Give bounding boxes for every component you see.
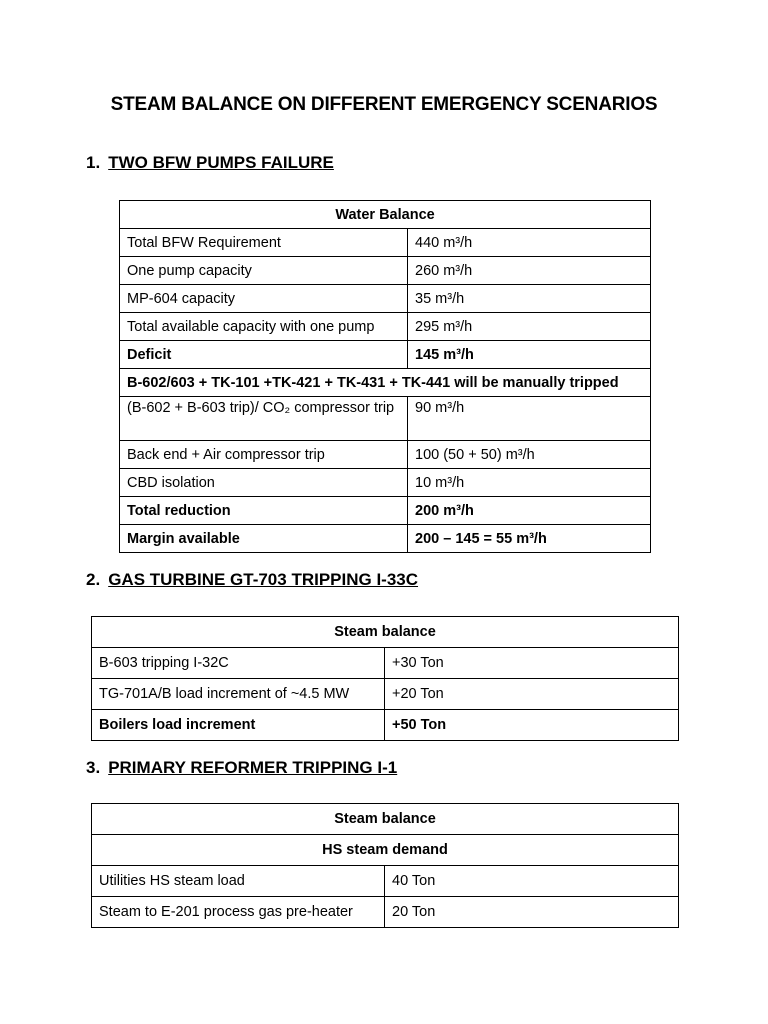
table-row	[92, 648, 679, 679]
section-number: 3.	[86, 758, 101, 777]
row-label: One pump capacity	[120, 257, 408, 285]
row-label: CBD isolation	[120, 469, 408, 497]
table-subheader-row	[92, 835, 679, 866]
section-number: 1.	[86, 153, 101, 172]
section-title: GAS TURBINE GT-703 TRIPPING I-33C	[108, 570, 419, 589]
table-row	[120, 341, 651, 369]
table-row	[120, 285, 651, 313]
table-row	[92, 897, 679, 928]
row-label: Total BFW Requirement	[120, 229, 408, 257]
section-1-heading	[86, 153, 334, 173]
row-label: Total reduction	[120, 497, 408, 525]
row-value: 200 m³/h	[408, 497, 651, 525]
row-value: 40 Ton	[385, 866, 679, 897]
row-label: Steam to E-201 process gas pre-heater	[92, 897, 385, 928]
gt-703-steam-balance-table	[91, 616, 679, 741]
table-row	[120, 397, 651, 441]
row-value: 20 Ton	[385, 897, 679, 928]
row-label: Back end + Air compressor trip	[120, 441, 408, 469]
table-header-row	[92, 804, 679, 835]
section-title: TWO BFW PUMPS FAILURE	[108, 153, 334, 172]
row-value: +30 Ton	[385, 648, 679, 679]
table-row	[120, 469, 651, 497]
section-2-heading	[86, 570, 418, 590]
table-row	[92, 710, 679, 741]
row-value: 200 – 145 = 55 m³/h	[408, 525, 651, 553]
row-value: 90 m³/h	[408, 397, 651, 441]
water-balance-table	[119, 200, 651, 553]
row-label: Utilities HS steam load	[92, 866, 385, 897]
row-value: 440 m³/h	[408, 229, 651, 257]
section-title: PRIMARY REFORMER TRIPPING I-1	[108, 758, 398, 777]
row-value: 35 m³/h	[408, 285, 651, 313]
section-number: 2.	[86, 570, 101, 589]
reformer-steam-balance-table	[91, 803, 679, 928]
table-note-row	[120, 369, 651, 397]
row-label: Deficit	[120, 341, 408, 369]
table-subtitle: HS steam demand	[92, 835, 679, 866]
table-row	[120, 257, 651, 285]
row-value: 145 m³/h	[408, 341, 651, 369]
row-label: TG-701A/B load increment of ~4.5 MW	[92, 679, 385, 710]
row-label: MP-604 capacity	[120, 285, 408, 313]
row-value: 10 m³/h	[408, 469, 651, 497]
table-row	[120, 497, 651, 525]
row-value: 295 m³/h	[408, 313, 651, 341]
table-row	[92, 679, 679, 710]
row-label: Boilers load increment	[92, 710, 385, 741]
row-value: +20 Ton	[385, 679, 679, 710]
table-row	[120, 441, 651, 469]
table-title: Steam balance	[92, 804, 679, 835]
row-label: Margin available	[120, 525, 408, 553]
row-value: +50 Ton	[385, 710, 679, 741]
row-value: 260 m³/h	[408, 257, 651, 285]
table-header-row	[92, 617, 679, 648]
row-label: (B-602 + B-603 trip)/ CO₂ compressor trip	[120, 397, 408, 441]
table-title: Steam balance	[92, 617, 679, 648]
table-row	[92, 866, 679, 897]
section-3-heading	[86, 758, 397, 778]
page-title: STEAM BALANCE ON DIFFERENT EMERGENCY SCENARIOS	[110, 94, 658, 115]
row-label: B-603 tripping I-32C	[92, 648, 385, 679]
table-row	[120, 229, 651, 257]
table-title: Water Balance	[120, 201, 651, 229]
manual-trip-note: B-602/603 + TK-101 +TK-421 + TK-431 + TK-441 will be manually tripped	[120, 369, 651, 397]
table-row	[120, 313, 651, 341]
table-header-row	[120, 201, 651, 229]
row-label: Total available capacity with one pump	[120, 313, 408, 341]
row-value: 100 (50 + 50) m³/h	[408, 441, 651, 469]
table-row	[120, 525, 651, 553]
